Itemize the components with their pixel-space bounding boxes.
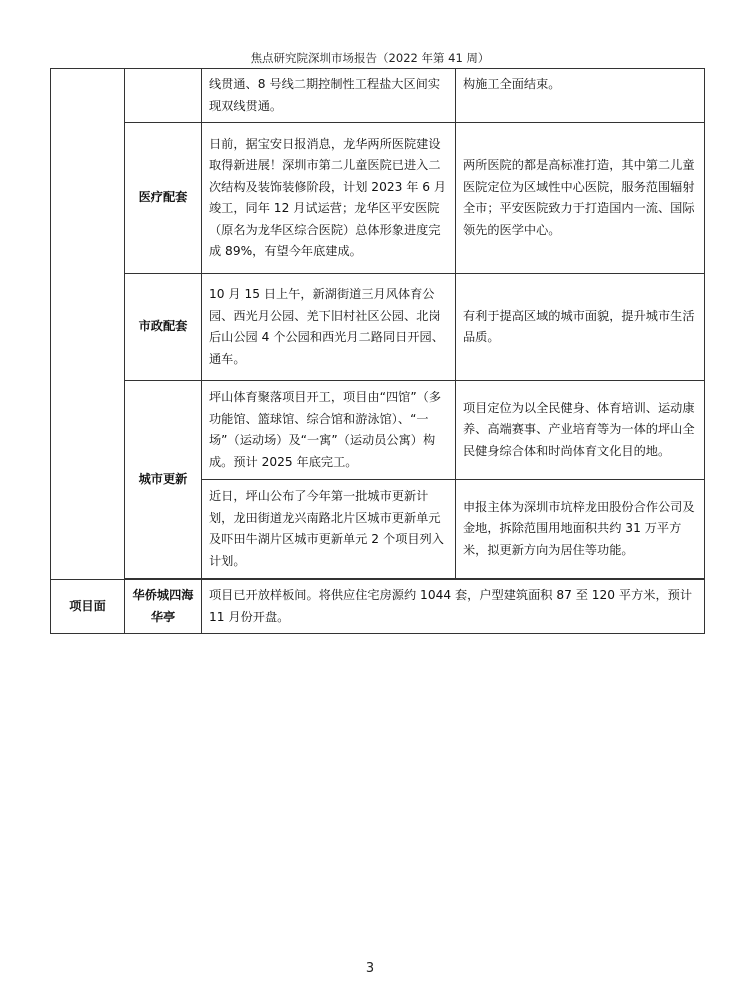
project-detail-cell: 项目已开放样板间。将供应住宅房源约 1044 套，户型建筑面积 87 至 120 平方米，预计 11 月份开盘。 bbox=[202, 580, 705, 634]
detail-cell: 近日，坪山公布了今年第一批城市更新计划，龙田街道龙兴南路北片区城市更新单元及吓田牛湖片区城市更新单元 2 个项目列入计划。 bbox=[202, 480, 456, 579]
table-row bbox=[51, 274, 705, 381]
category-cell-urban-renewal: 城市更新 bbox=[125, 381, 202, 579]
table-row bbox=[51, 123, 705, 274]
analysis-cell: 项目定位为以全民健身、体育培训、运动康养、高端赛事、产业培育等为一体的坪山全民健身综合体和时尚体育文化目的地。 bbox=[456, 381, 705, 480]
detail-cell: 10 月 15 日上午，新湖街道三月风体育公园、西光月公园、羌下旧村社区公园、北岗后山公园 4 个公园和西光月二路同日开园、通车。 bbox=[202, 274, 456, 381]
project-name-cell: 华侨城四海华亭 bbox=[125, 580, 202, 634]
detail-cell: 线贯通、8 号线二期控制性工程盐大区间实现双线贯通。 bbox=[202, 69, 456, 123]
report-header: 焦点研究院深圳市场报告（2022 年第 41 周） bbox=[250, 51, 490, 65]
project-row bbox=[51, 580, 705, 634]
page-number: 3 bbox=[365, 961, 375, 976]
category-cell-medical: 医疗配套 bbox=[125, 123, 202, 274]
analysis-cell: 两所医院的都是高标准打造，其中第二儿童医院定位为区域性中心医院，服务范围辐射全市；平安医院致力于打造国内一流、国际领先的医学中心。 bbox=[456, 123, 705, 274]
section-cell-empty bbox=[51, 69, 125, 580]
category-cell-municipal: 市政配套 bbox=[125, 274, 202, 381]
analysis-cell: 有利于提高区域的城市面貌，提升城市生活品质。 bbox=[456, 274, 705, 381]
report-table bbox=[50, 68, 705, 634]
analysis-cell: 构施工全面结束。 bbox=[456, 69, 705, 123]
section-cell-project: 项目面 bbox=[51, 580, 125, 634]
detail-cell: 坪山体育聚落项目开工，项目由“四馆”（多功能馆、篮球馆、综合馆和游泳馆）、“一场”（运动场）及“一寓”（运动员公寓）构成。预计 2025 年底完工。 bbox=[202, 381, 456, 480]
category-cell bbox=[125, 69, 202, 123]
table-row bbox=[51, 69, 705, 123]
table-row bbox=[51, 381, 705, 480]
analysis-cell: 申报主体为深圳市坑梓龙田股份合作公司及金地，拆除范围用地面积共约 31 万平方米，拟更新方向为居住等功能。 bbox=[456, 480, 705, 579]
detail-cell: 日前，据宝安日报消息，龙华两所医院建设取得新进展！深圳市第二儿童医院已进入二次结构及装饰装修阶段，计划 2023 年 6 月竣工，同年 12 月试运营；龙华区平安医院（原名为龙华区综合医院）总体形象进度完成 89%，有望今年底建成。 bbox=[202, 123, 456, 274]
